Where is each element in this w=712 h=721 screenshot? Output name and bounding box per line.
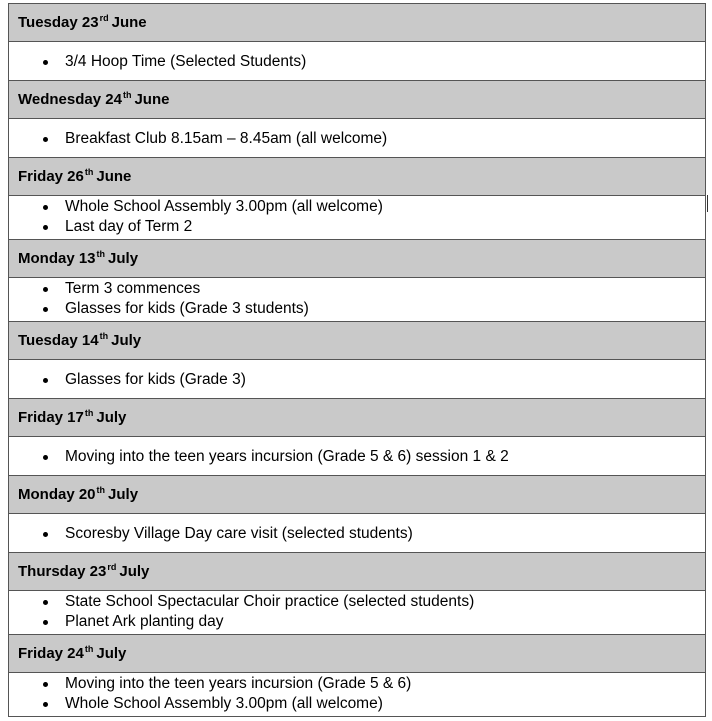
- bullet-icon: [43, 287, 48, 292]
- event-date: [18, 91, 169, 109]
- event-item-text: Moving into the teen years incursion (Grade 5 & 6): [65, 675, 412, 692]
- event-list: [9, 524, 705, 544]
- event-item-text: Glasses for kids (Grade 3 students): [65, 300, 309, 317]
- bullet-icon: [43, 620, 48, 625]
- event-date-header: [9, 321, 705, 359]
- event-item-text: Term 3 commences: [65, 280, 201, 297]
- text-cursor: [707, 195, 708, 212]
- event-date: [18, 168, 131, 186]
- bullet-icon: [43, 378, 48, 383]
- bullet-icon: [43, 600, 48, 605]
- event-list: [9, 52, 705, 72]
- date-month: June: [96, 168, 132, 185]
- date-suffix: th: [96, 485, 106, 495]
- date-suffix: th: [96, 249, 106, 259]
- event-date-header: [9, 634, 705, 672]
- event-item-text: Scoresby Village Day care visit (selected students): [65, 525, 413, 542]
- event-details: [9, 513, 705, 552]
- bullet-icon: [43, 225, 48, 230]
- event-date-header: [9, 4, 705, 41]
- date-month: June: [134, 91, 170, 108]
- event-list: [9, 197, 705, 237]
- event-item-text: Last day of Term 2: [65, 218, 193, 235]
- event-date-header: [9, 398, 705, 436]
- date-day: Monday 20: [18, 486, 96, 503]
- event-date: [18, 563, 149, 581]
- event-item: [9, 370, 705, 390]
- event-date-header: [9, 239, 705, 277]
- date-month: July: [96, 409, 127, 426]
- event-date-header: [9, 157, 705, 195]
- event-details: [9, 118, 705, 157]
- bullet-icon: [43, 682, 48, 687]
- event-list: [9, 129, 705, 149]
- bullet-icon: [43, 205, 48, 210]
- event-details: [9, 590, 705, 634]
- event-item-text: Planet Ark planting day: [65, 613, 224, 630]
- events-calendar-table: [8, 3, 706, 717]
- date-suffix: rd: [99, 13, 109, 23]
- event-item: [9, 52, 705, 72]
- event-details: [9, 436, 705, 475]
- event-item: [9, 279, 705, 299]
- bullet-icon: [43, 455, 48, 460]
- event-item-text: Breakfast Club 8.15am – 8.45am (all welcome): [65, 130, 388, 147]
- event-date-header: [9, 475, 705, 513]
- date-day: Tuesday 23: [18, 14, 99, 31]
- event-date: [18, 486, 138, 504]
- event-item: [9, 674, 705, 694]
- event-date: [18, 250, 138, 268]
- event-list: [9, 370, 705, 390]
- event-item: [9, 612, 705, 632]
- event-details: [9, 195, 705, 239]
- date-day: Thursday 23: [18, 563, 107, 580]
- bullet-icon: [43, 137, 48, 142]
- date-day: Monday 13: [18, 250, 96, 267]
- date-suffix: th: [84, 644, 94, 654]
- event-item-text: Whole School Assembly 3.00pm (all welcome): [65, 198, 383, 215]
- date-month: July: [108, 486, 139, 503]
- date-day: Wednesday 24: [18, 91, 122, 108]
- date-month: July: [108, 250, 139, 267]
- bullet-icon: [43, 532, 48, 537]
- date-suffix: th: [99, 331, 109, 341]
- event-list: [9, 592, 705, 632]
- date-suffix: rd: [107, 562, 117, 572]
- date-suffix: th: [122, 90, 132, 100]
- event-item: [9, 197, 705, 217]
- event-item: [9, 129, 705, 149]
- event-list: [9, 674, 705, 714]
- date-day: Friday 26: [18, 168, 84, 185]
- event-details: [9, 277, 705, 321]
- date-month: June: [111, 14, 147, 31]
- event-item-text: Moving into the teen years incursion (Grade 5 & 6) session 1 & 2: [65, 448, 509, 465]
- bullet-icon: [43, 702, 48, 707]
- event-date: [18, 645, 126, 663]
- event-list: [9, 447, 705, 467]
- event-details: [9, 672, 705, 715]
- event-item: [9, 524, 705, 544]
- event-item: [9, 694, 705, 714]
- date-suffix: th: [84, 408, 94, 418]
- event-list: [9, 279, 705, 319]
- event-item: [9, 299, 705, 319]
- event-date: [18, 332, 141, 350]
- bullet-icon: [43, 307, 48, 312]
- event-date: [18, 14, 147, 32]
- date-suffix: th: [84, 167, 94, 177]
- date-month: July: [111, 332, 142, 349]
- event-item-text: Whole School Assembly 3.00pm (all welcome): [65, 695, 383, 712]
- event-details: [9, 41, 705, 80]
- event-item-text: Glasses for kids (Grade 3): [65, 371, 246, 388]
- event-date-header: [9, 80, 705, 118]
- date-day: Tuesday 14: [18, 332, 99, 349]
- event-item-text: 3/4 Hoop Time (Selected Students): [65, 53, 307, 70]
- bullet-icon: [43, 60, 48, 65]
- date-day: Friday 24: [18, 645, 84, 662]
- event-details: [9, 359, 705, 398]
- date-day: Friday 17: [18, 409, 84, 426]
- event-item: [9, 217, 705, 237]
- event-date: [18, 409, 126, 427]
- event-item: [9, 592, 705, 612]
- date-month: July: [119, 563, 150, 580]
- event-date-header: [9, 552, 705, 590]
- event-item: [9, 447, 705, 467]
- event-item-text: State School Spectacular Choir practice (selected students): [65, 593, 475, 610]
- date-month: July: [96, 645, 127, 662]
